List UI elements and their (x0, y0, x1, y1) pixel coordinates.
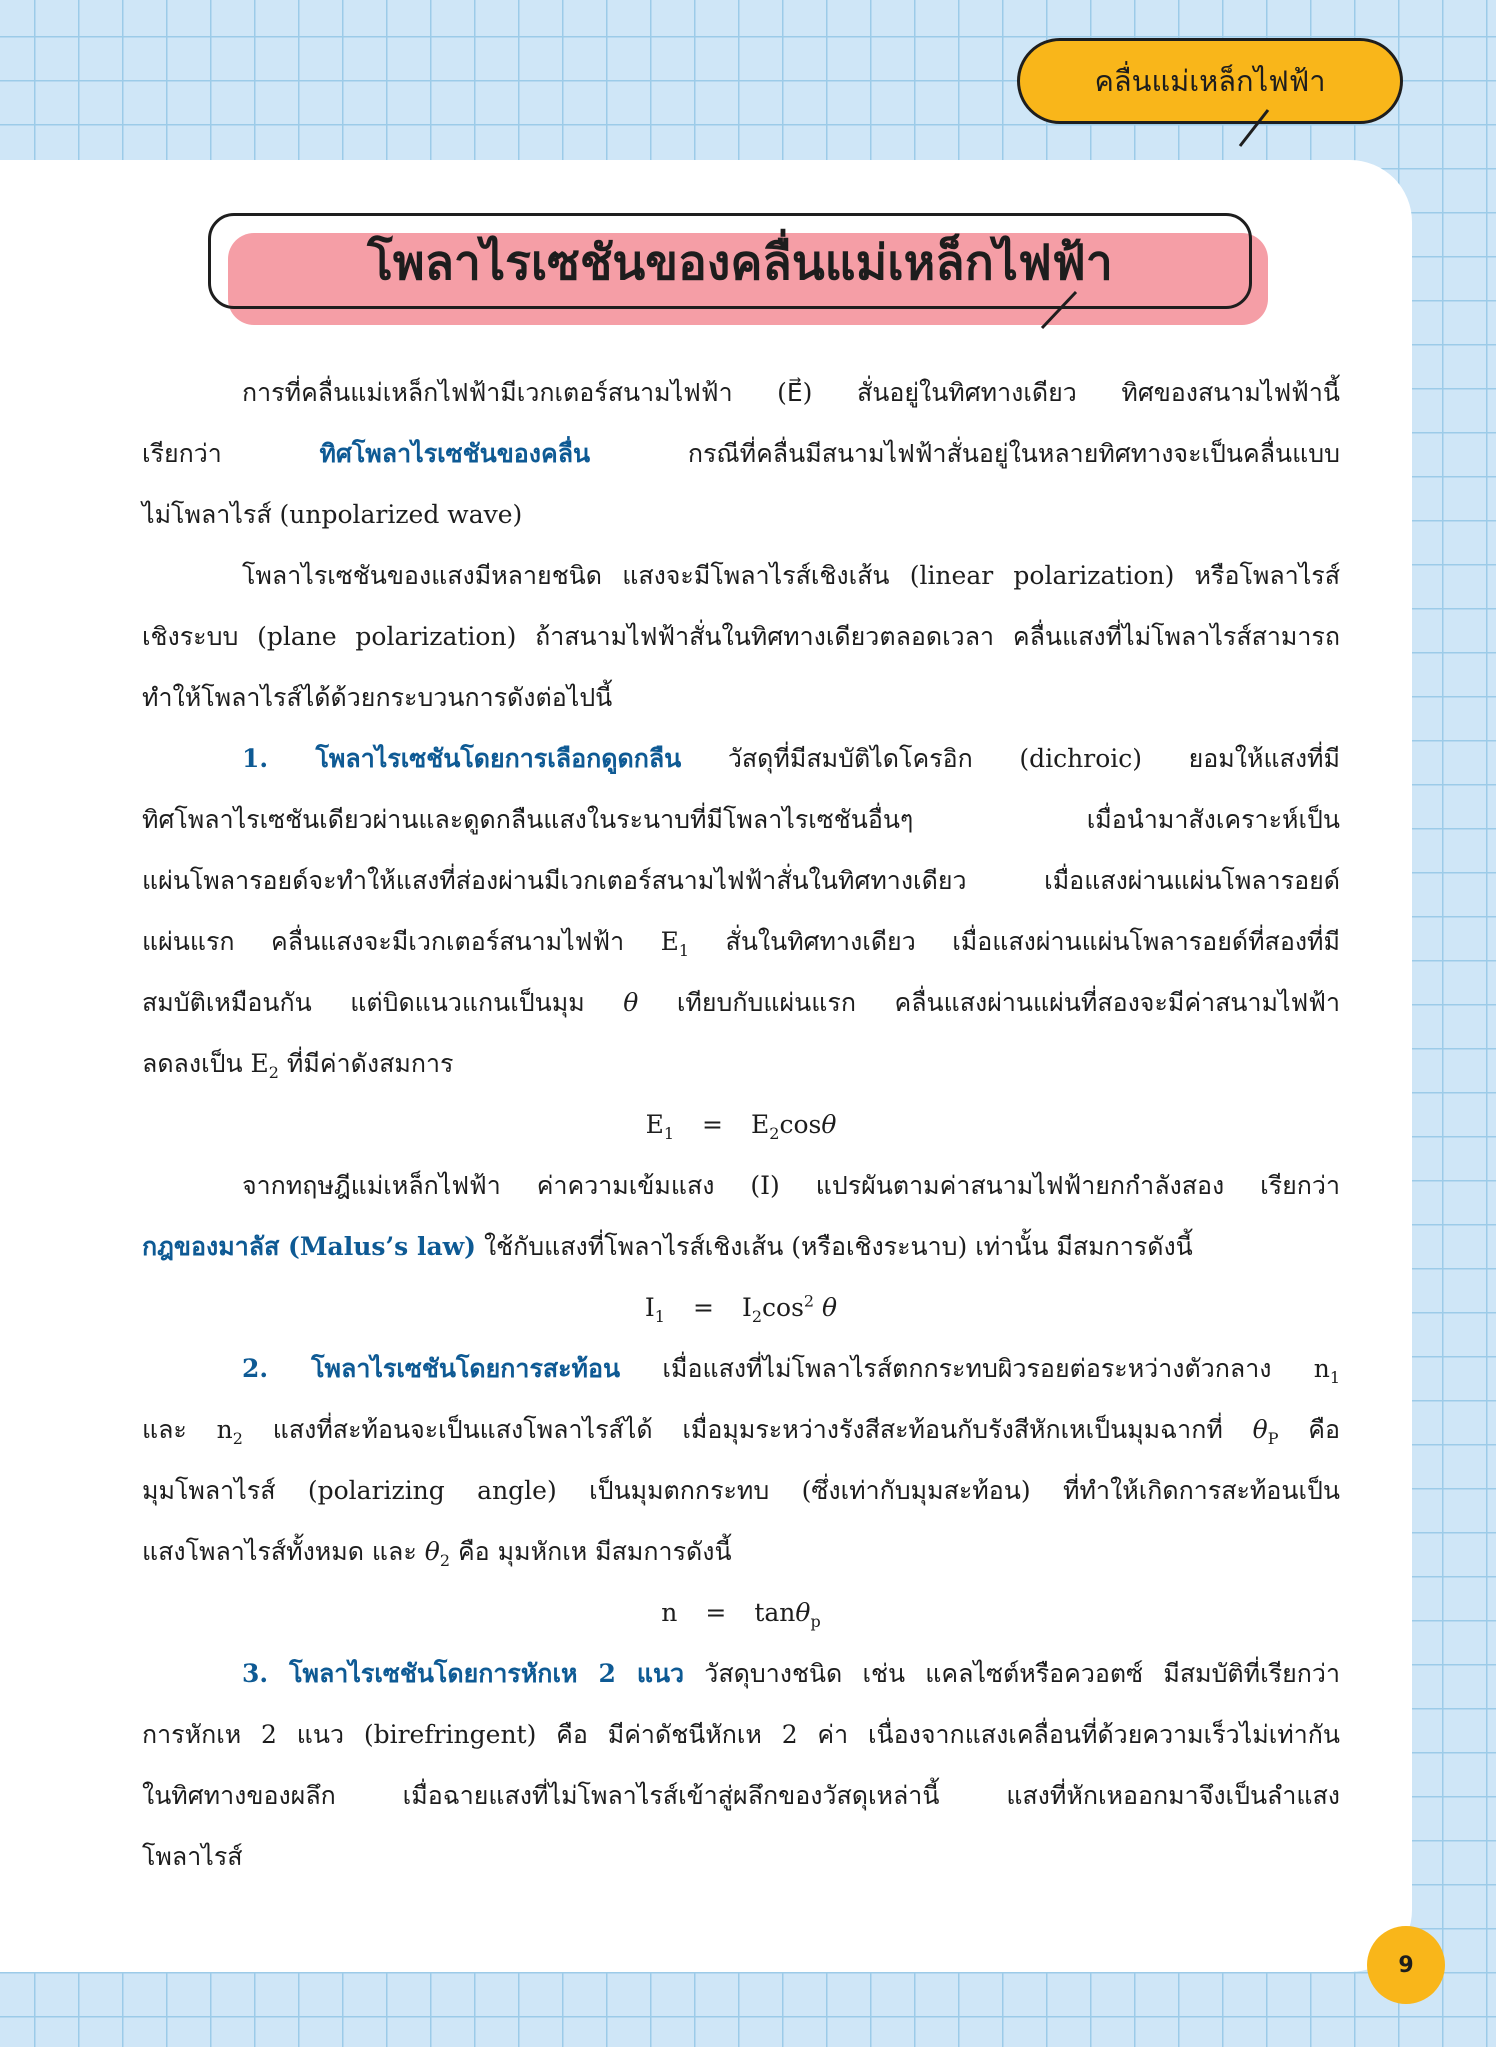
p1-line1: การที่คลื่นแม่เหล็กไฟฟ้ามีเวกเตอร์สนามไฟฟ้า (E⃗) สั่นอยู่ในทิศทางเดียว ทิศของสนามไฟฟ้านี้ (242, 378, 1340, 407)
p2-line2: เชิงระบบ (plane polarization) ถ้าสนามไฟฟ้าสั่นในทิศทางเดียวตลอดเวลา คลื่นแสงที่ไม่โพลาไรส์สามารถ (142, 622, 1340, 651)
p3-line3: แผ่นโพลารอยด์จะทำให้แสงที่ส่องผ่านมีเวกเตอร์สนามไฟฟ้าสั่นในทิศทางเดียว เมื่อแสงผ่านแผ่นโพลารอยด์ (142, 866, 1340, 895)
title-box (208, 213, 1268, 325)
page-title: โพลาไรเซชันของคลื่นแม่เหล็กไฟฟ้า (367, 235, 1113, 291)
p2-line3: ทำให้โพลาไรส์ได้ด้วยกระบวนการดังต่อไปนี้ (142, 683, 613, 712)
p5-line2: และ $n_2$ แสงที่สะท้อนจะเป็นแสงโพลาไรส์ได้ เมื่อมุมระหว่างรังสีสะท้อนกับรังสีหักเหเป็นมุมฉากที่ $\theta_P$ คือ (142, 1415, 1340, 1448)
keyword-polarization-direction: ทิศโพลาไรเซชันของคลื่น (319, 439, 591, 468)
equation-field: $E_1 = E_2\cos\theta$ (645, 1110, 837, 1143)
p6-line4: โพลาไรส์ (142, 1842, 243, 1871)
chapter-tag (1017, 38, 1403, 124)
p3-line6: ลดลงเป็น $E_2$ ที่มีค่าดังสมการ (142, 1049, 454, 1082)
tag-pointer (1230, 108, 1290, 152)
p5-line3: มุมโพลาไรส์ (polarizing angle) เป็นมุมตกกระทบ (ซึ่งเท่ากับมุมสะท้อน) ที่ทำให้เกิดการสะท้อนเป็น (142, 1476, 1340, 1505)
p4-line2: กฎของมาลัส (Malus’s law) ใช้กับแสงที่โพลาไรส์เชิงเส้น (หรือเชิงระนาบ) เท่านั้น มีสมการดังนี้ (142, 1232, 1193, 1261)
p2-line1: โพลาไรเซชันของแสงมีหลายชนิด แสงจะมีโพลาไรส์เชิงเส้น (linear polarization) หรือโพลาไรส์ (242, 561, 1340, 590)
p1-line3: ไม่โพลาไรส์ (unpolarized wave) (142, 500, 523, 529)
heading-reflection: 2. โพลาไรเซชันโดยการสะท้อน (242, 1354, 621, 1383)
keyword-malus-law: กฎของมาลัส (Malus’s law) (142, 1232, 477, 1261)
page-number: 9 (1398, 1952, 1414, 1978)
heading-birefringence: 3. โพลาไรเซชันโดยการหักเห 2 แนว (242, 1659, 685, 1688)
p6-line2: การหักเห 2 แนว (birefringent) คือ มีค่าดัชนีหักเห 2 ค่า เนื่องจากแสงเคลื่อนที่ด้วยความเร็วไม่เท่ากัน (142, 1720, 1340, 1749)
p3-line1: 1. โพลาไรเซชันโดยการเลือกดูดกลืน วัสดุที่มีสมบัติไดโครอิก (dichroic) ยอมให้แสงที่มี (242, 744, 1340, 773)
equation-malus: $I_1 = I_2\cos^2$ θ (644, 1291, 838, 1326)
p3-line4: แผ่นแรก คลื่นแสงจะมีเวกเตอร์สนามไฟฟ้า $E_1$ สั่นในทิศทางเดียว เมื่อแสงผ่านแผ่นโพลารอยด์ที่สองที่มี (142, 927, 1340, 960)
chapter-tag-label: คลื่นแม่เหล็กไฟฟ้า (1094, 64, 1326, 98)
p4-line1: จากทฤษฎีแม่เหล็กไฟฟ้า ค่าความเข้มแสง (I) แปรผันตามค่าสนามไฟฟ้ายกกำลังสอง เรียกว่า (242, 1171, 1340, 1200)
p3-line2: ทิศโพลาไรเซชันเดียวผ่านและดูดกลืนแสงในระนาบที่มีโพลาไรเซชันอื่นๆ เมื่อนำมาสังเคราะห์เป็น (142, 805, 1340, 834)
heading-selective-absorption: 1. โพลาไรเซชันโดยการเลือกดูดกลืน (242, 744, 682, 773)
page-number-badge (1367, 1926, 1445, 2004)
p5-line4: แสงโพลาไรส์ทั้งหมด และ $\theta_2$ คือ มุมหักเห มีสมการดังนี้ (142, 1537, 732, 1570)
body-text (142, 362, 1340, 1887)
p6-line3: ในทิศทางของผลึก เมื่อฉายแสงที่ไม่โพลาไรส์เข้าสู่ผลึกของวัสดุเหล่านี้ แสงที่หักเหออกมาจึงเป็นลำแสง (142, 1781, 1340, 1810)
p5-line1: 2. โพลาไรเซชันโดยการสะท้อน เมื่อแสงที่ไม่โพลาไรส์ตกกระทบผิวรอยต่อระหว่างตัวกลาง $n_1$ (242, 1354, 1340, 1387)
title-pointer (1030, 290, 1090, 334)
p6-line1: 3. โพลาไรเซชันโดยการหักเห 2 แนว วัสดุบางชนิด เช่น แคลไซต์หรือควอตซ์ มีสมบัติที่เรียกว่า (242, 1659, 1340, 1688)
p3-line5: สมบัติเหมือนกัน แต่บิดแนวแกนเป็นมุม θ เทียบกับแผ่นแรก คลื่นแสงผ่านแผ่นที่สองจะมีค่าสนามไฟฟ้า (142, 988, 1340, 1017)
p1-line2: เรียกว่า ทิศโพลาไรเซชันของคลื่น กรณีที่คลื่นมีสนามไฟฟ้าสั่นอยู่ในหลายทิศทางจะเป็นคลื่นแบบ (142, 439, 1340, 468)
equation-brewster: n = tanθ$_p$ (661, 1598, 821, 1631)
